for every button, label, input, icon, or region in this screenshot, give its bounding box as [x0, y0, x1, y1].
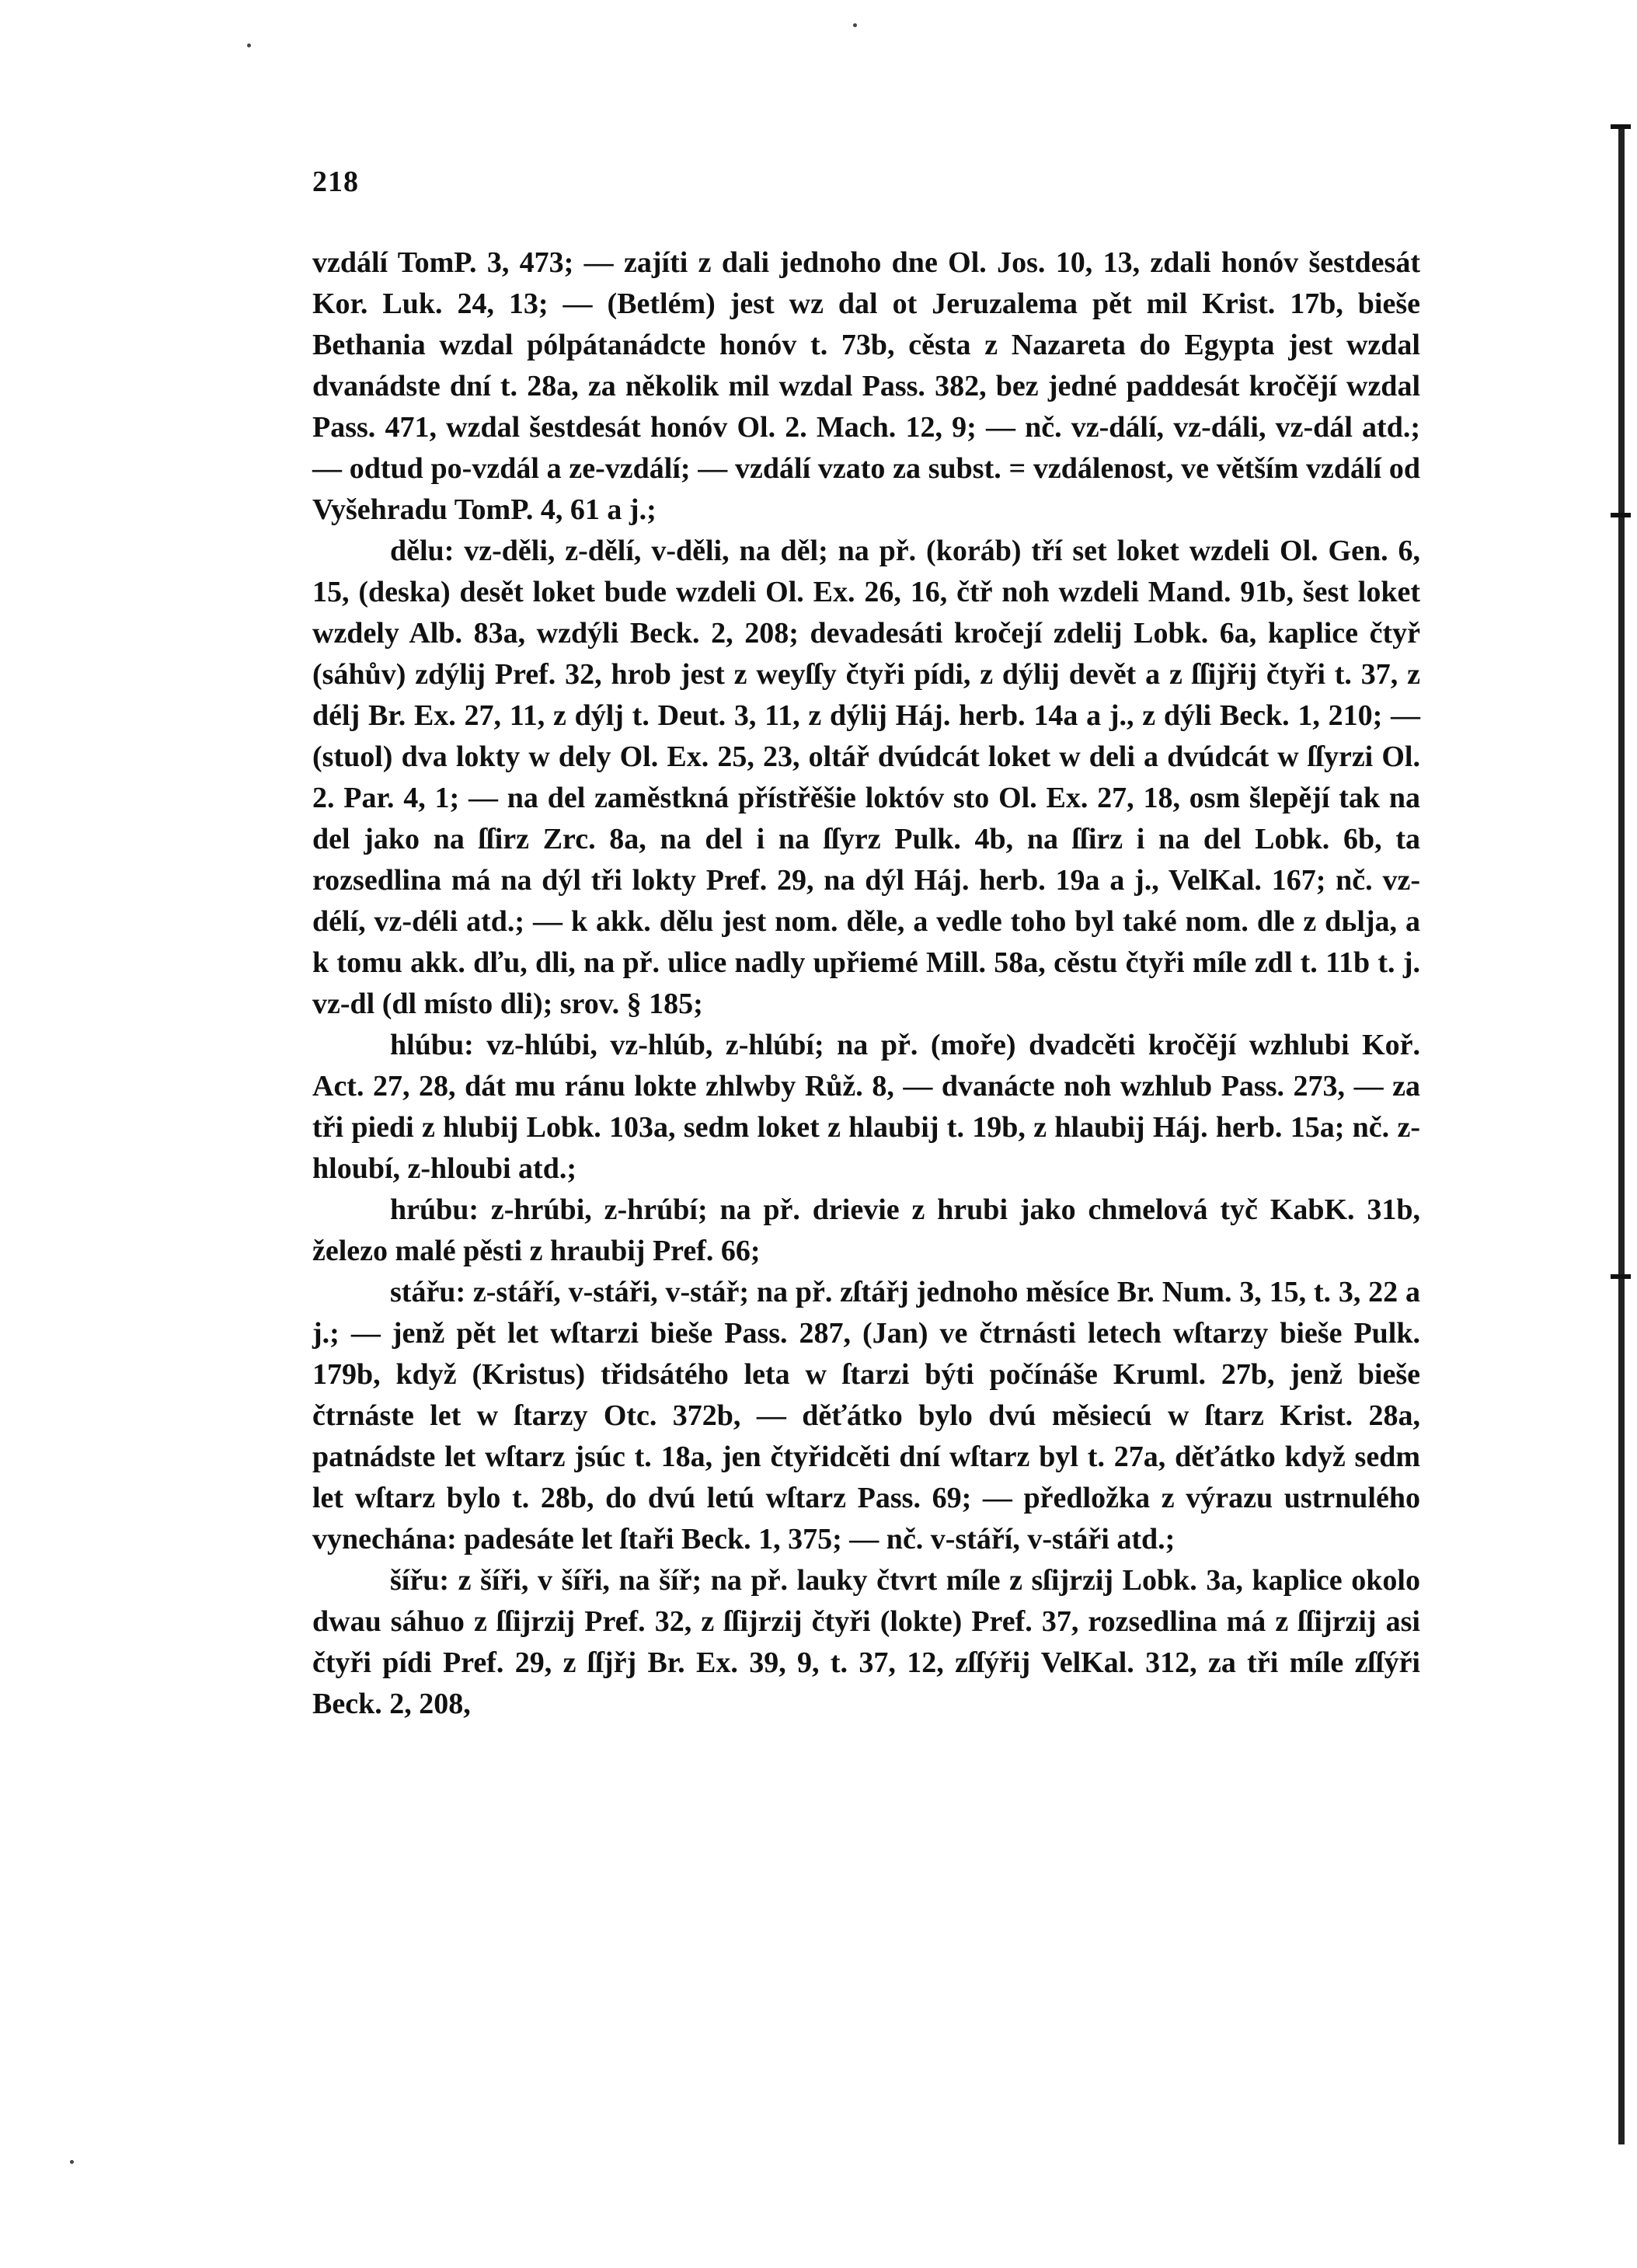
paragraph-delu: dělu: vz-děli, z-dělí, v-děli, na děl; na př. (koráb) tří set loket wzdeli Ol. Gen. 6, 15, (deska) desět loket bude wzdeli Ol. Ex. 26, 16, čtř noh wzdeli Mand. 91b, šest loket wzdely Alb. 83a, wzdýli Beck. 2, 208; devadesáti kročejí zdelij Lobk. 6a, kaplice čtyř (sáhův) zdýlij Pref. 32, hrob jest z weyſſy čtyři pídi, z dýlij devět a z ſſijřij čtyři t. 37, z délj Br. Ex. 27, 11, z dýlj t. Deut. 3, 11, z dýlij Háj. herb. 14a a j., z dýli Beck. 1, 210; — (stuol) dva lokty w dely Ol. Ex. 25, 23, oltář dvúdcát loket w deli a dvúdcát w ſſyrzi Ol. 2. Par. 4, 1; — na del zaměstkná přístřěšie loktóv sto Ol. Ex. 27, 18, osm šlepějí tak na del jako na ſſirz Zrc. 8a, na del i na ſſyrz Pulk. 4b, na ſſirz i na del Lobk. 6b, ta rozsedlina má na dýl tři lokty Pref. 29, na dýl Háj. herb. 19a a j., VelKal. 167; nč. vz-délí, vz-déli atd.; — k akk. dělu jest nom. děle, a vedle toho byl také nom. dle z dьlja, a k tomu akk. dľu, dli, na př. ulice nadly upřiemé Mill. 58a, cěstu čtyři míle zdl t. 11b t. j. vz-dl (dl místo dli); srov. § 185; — [312, 535, 1420, 1020]
paragraph-vzdali: vzdálí TomP. 3, 473; — zajíti z dali jednoho dne Ol. Jos. 10, 13, zdali honóv šestdesát Kor. Luk. 24, 13; — (Betlém) jest wz dal ot Jeruzalema pět mil Krist. 17b, bieše Bethania wzdal pólpátanádcte honóv t. 73b, cěsta z Nazareta do Egypta jest wzdal dvanádste dní t. 28a, za několik mil wzdal Pass. 382, bez jedné paddesát kročějí wzdal Pass. 471, wzdal šestdesát honóv Ol. 2. Mach. 12, 9; — nč. vz-dálí, vz-dáli, vz-dál atd.; — odtud po-vzdál a ze-vzdálí; — vzdálí vzato za subst. = vzdálenost, ve větším vzdálí od Vyšehradu TomP. 4, 61 a j.; — [312, 246, 1420, 526]
paragraph-hrubu: hrúbu: z-hrúbi, z-hrúbí; na př. drievie z hrubi jako chmelová tyč KabK. 31b, železo malé pěsti z hraubij Pref. 66; — [312, 1193, 1420, 1267]
page-number: 218 — [312, 165, 359, 198]
scan-edge-mark — [1611, 513, 1631, 517]
body-text — [312, 242, 1420, 1725]
paragraph-staru: stářu: z-stáří, v-stáři, v-stář; na př. zſtářj jednoho měsíce Br. Num. 3, 15, t. 3, 22 a j.; — jenž pět let wſtarzi bieše Pass. 287, (Jan) ve čtrnásti letech wſtarzy bieše Pulk. 179b, když (Kristus) třidsátého leta w ſtarzi býti počínáše Kruml. 27b, jenž bieše čtrnáste let w ſtarzy Otc. 372b, — děťátko bylo dvú měsiecú w ſtarz Krist. 28a, patnádste let wſtarz jsúc t. 18a, jen čtyřidcěti dní wſtarz byl t. 27a, děťátko když sedm let wſtarz bylo t. 28b, do dvú letú wſtarz Pass. 69; — předložka z výrazu ustrnulého vynechána: padesáte let ſtaři Beck. 1, 375; — nč. v-stáří, v-stáři atd.; — [312, 1276, 1420, 1556]
scan-edge-mark — [1611, 124, 1631, 129]
scan-speck — [853, 23, 857, 27]
scan-edge-line — [1618, 124, 1625, 2144]
paragraph-siru: šířu: z šíři, v šíři, na šíř; na př. lauky čtvrt míle z sſijrzij Lobk. 3a, kaplice okolo dwau sáhuo z ſſijrzij Pref. 32, z ſſijrzij čtyři (lokte) Pref. 37, rozsedlina má z ſſijrzij asi čtyři pídi Pref. 29, z ſſjřj Br. Ex. 39, 9, t. 37, 12, zſſýřij VelKal. 312, za tři míle zſſýři Beck. 2, 208, — [312, 1564, 1420, 1720]
scan-edge-mark — [1611, 1274, 1631, 1279]
paragraph-hlubu: hlúbu: vz-hlúbi, vz-hlúb, z-hlúbí; na př. (moře) dvadcěti kročějí wzhlubi Koř. Act. 27, 28, dát mu ránu lokte zhlwby Růž. 8, — dvanácte noh wzhlub Pass. 273, — za tři piedi z hlubij Lobk. 103a, sedm loket z hlaubij t. 19b, z hlaubij Háj. herb. 15a; nč. z-hloubí, z-hloubi atd.; — [312, 1029, 1420, 1185]
scan-speck — [70, 2160, 74, 2164]
scan-speck — [247, 44, 251, 47]
